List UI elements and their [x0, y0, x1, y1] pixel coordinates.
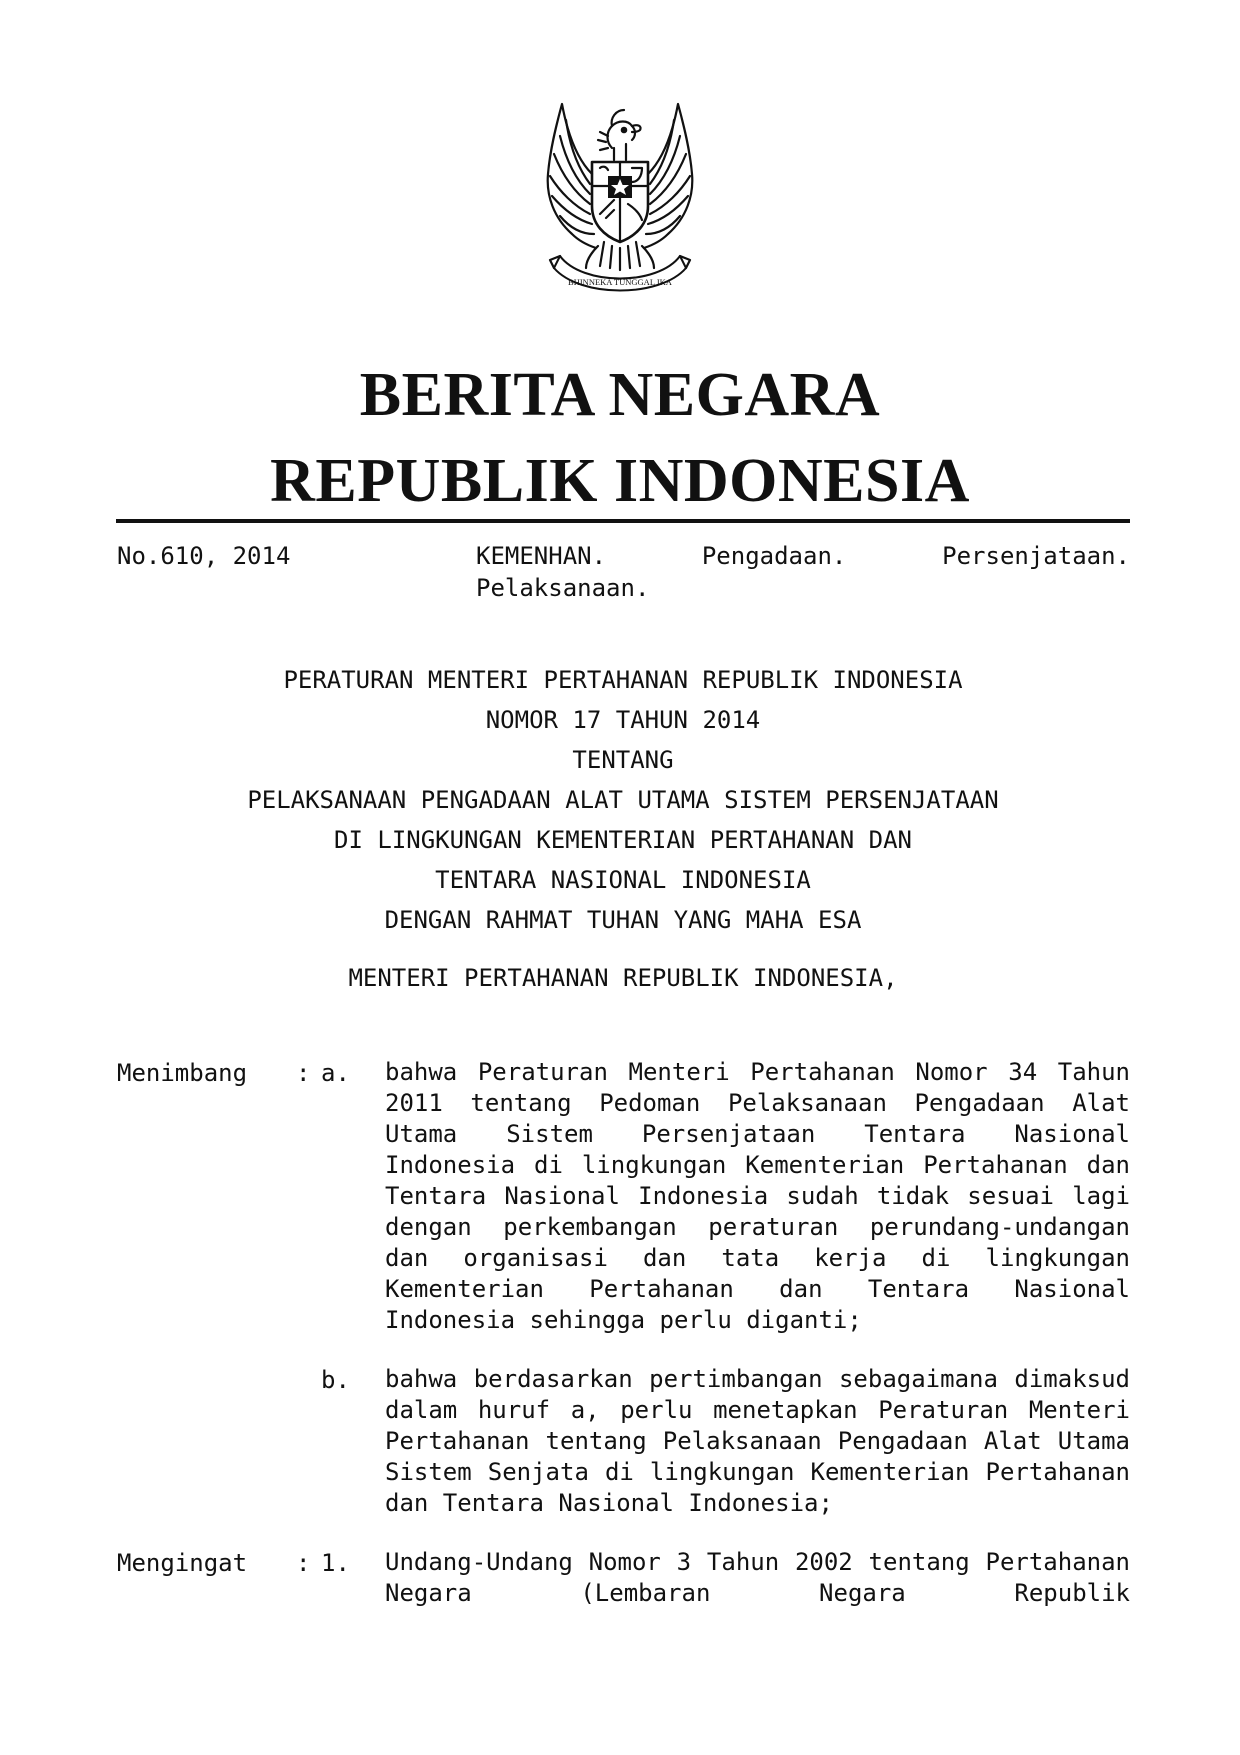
regulation-title [116, 660, 1130, 900]
header-divider [116, 519, 1130, 523]
title-line: NOMOR 17 TAHUN 2014 [485, 706, 761, 734]
mengingat-item-1: Undang-Undang Nomor 3 Tahun 2002 tentang Pertahanan Negara (Lembaran Negara Republik [385, 1548, 1130, 1607]
item-label: b. [321, 1366, 350, 1394]
menteri-line: MENTERI PERTAHANAN REPUBLIK INDONESIA, [348, 964, 898, 992]
title-line: PERATURAN MENTERI PERTAHANAN REPUBLIK INDONESIA [283, 666, 963, 694]
title-line: TENTARA NASIONAL INDONESIA [435, 866, 811, 894]
rahmat-line: DENGAN RAHMAT TUHAN YANG MAHA ESA [384, 906, 862, 934]
menimbang-item-a: bahwa Peraturan Menteri Pertahanan Nomor 34 Tahun 2011 tentang Pedoman Pelaksanaan Pengadaan Alat Utama Sistem Persenjataan Tentara Nasional Indonesia di lingkungan Kementerian Pertahanan dan Tentara Nasional Indonesia sudah tidak sesuai lagi dengan perkembangan peraturan perundang-undangan dan organisasi dan tata kerja di lingkungan Kementerian Pertahanan dan Tentara Nasional Indonesia sehingga perlu diganti; [385, 1058, 1130, 1334]
item-label: 1. [321, 1549, 350, 1577]
title-line: PELAKSANAAN PENGADAAN ALAT UTAMA SISTEM PERSENJATAAN [247, 786, 999, 814]
title-line: DI LINGKUNGAN KEMENTERIAN PERTAHANAN DAN [334, 826, 912, 854]
garuda-emblem-icon [520, 96, 720, 306]
item-label: a. [321, 1059, 350, 1087]
issue-number: No.610, 2014 [117, 542, 291, 570]
menimbang-colon: : [296, 1059, 311, 1087]
menimbang-term: Menimbang [117, 1059, 248, 1087]
mengingat-term: Mengingat [117, 1549, 248, 1577]
mengingat-colon: : [296, 1549, 311, 1577]
menimbang-item-b: bahwa berdasarkan pertimbangan sebagaimana dimaksud dalam huruf a, perlu menetapkan Peraturan Menteri Pertahanan tentang Pelaksanaan Pengadaan Alat Utama Sistem Senjata di lingkungan Kementerian Pertahanan dan Tentara Nasional Indonesia; [385, 1365, 1130, 1517]
issue-topics: KEMENHAN. Pengadaan. Persenjataan. Pelaksanaan. [476, 542, 1130, 602]
masthead-line-2: REPUBLIK INDONESIA [270, 447, 970, 515]
masthead-line-1: BERITA NEGARA [359, 361, 881, 429]
title-line: TENTANG [572, 746, 674, 774]
svg-text:BHINNEKA TUNGGAL IKA: BHINNEKA TUNGGAL IKA [568, 277, 672, 287]
